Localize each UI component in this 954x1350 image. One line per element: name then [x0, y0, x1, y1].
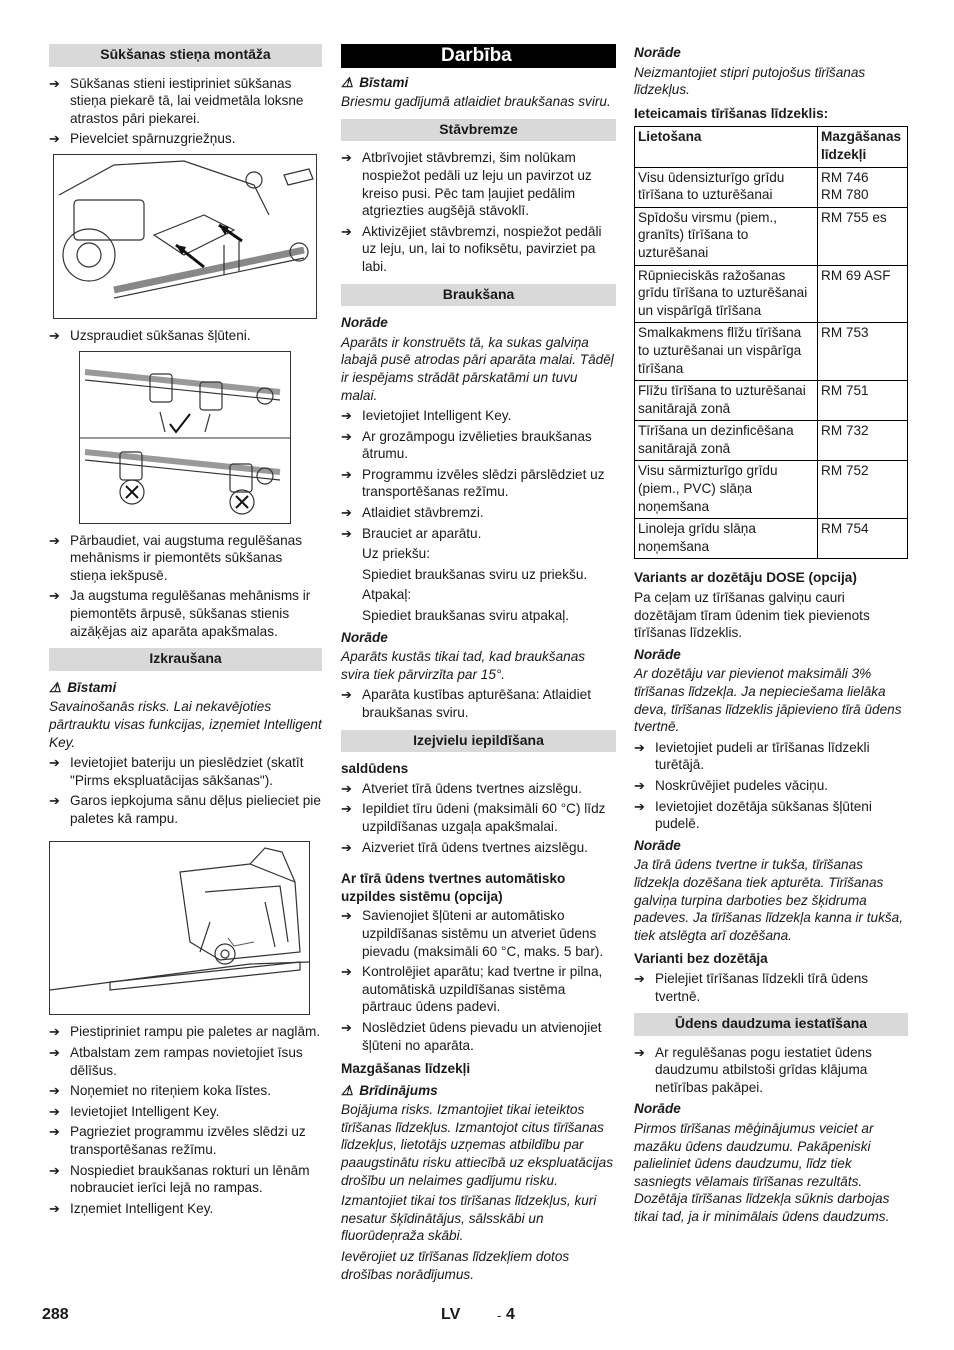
machine-detail-illustration — [54, 155, 316, 318]
figure-suction-bar-mount — [53, 154, 317, 319]
section-title-unloading: Izkraušana — [49, 648, 322, 671]
list-item: ➔ Ievietojiet dozētāja sūkšanas šļūteni pudelē. — [634, 798, 872, 832]
list-item: ➔ Atlaidiet stāvbremzi. — [341, 505, 484, 521]
warning-label: ⚠ Brīdinājums — [341, 1082, 438, 1098]
page-number: 288 — [42, 1306, 69, 1323]
note-label: Norāde — [634, 45, 681, 60]
table-cell: RM 755 es — [818, 207, 908, 265]
arrow-icon: ➔ — [49, 755, 60, 771]
section-title-filling: Izejvielu iepildīšana — [341, 730, 616, 753]
section-title-suction-bar: Sūkšanas stieņa montāža — [49, 44, 322, 67]
arrow-icon: ➔ — [49, 1103, 60, 1119]
table-row — [635, 519, 908, 559]
list-item: ➔ Aizveriet tīrā ūdens tvertnes aizslēgu. — [341, 839, 588, 855]
list-item: ➔ Piestipriniet rampu pie paletes ar naglām. — [49, 1024, 321, 1040]
table-cell: RM 746 RM 780 — [818, 167, 908, 207]
warning-text: Bojājuma risks. Izmantojiet tikai ieteiktos tīrīšanas līdzekļus. Izmantojot citus tīrīšanas līdzekļus, lietotājs uzņemas atbildību par paaugstinātu risku attiecībā uz ekspluatācijas drošību un nelaimes gadījumu risku. — [341, 1102, 614, 1188]
list-item: ➔ Ievietojiet Intelligent Key. — [341, 408, 512, 424]
arrow-icon: ➔ — [634, 798, 645, 814]
list-item: ➔ Ievietojiet Intelligent Key. — [49, 1103, 220, 1119]
list-item: ➔ Sūkšanas stieni iestipriniet sūkšanas stieņa piekarē tā, lai veidmetāla loksne atrastos pāri piekarei. — [49, 75, 304, 126]
list-item: ➔ Nospiediet braukšanas rokturi un lēnām nobrauciet ierīci lejā no rampas. — [49, 1162, 310, 1196]
table-cell: Spīdošu virsmu (piem., granīts) tīrīšana to uzturēšanai — [635, 207, 818, 265]
arrow-icon: ➔ — [341, 505, 352, 521]
table-cell: RM 751 — [818, 381, 908, 421]
arrow-icon: ➔ — [49, 1083, 60, 1099]
list-item: ➔ Atbrīvojiet stāvbremzi, šim nolūkam nospiežot pedāli uz leju un pavirzot uz kreiso pusi. Pēc tam ļaujiet pedālim atgriezties augšējā stāvoklī. — [341, 150, 592, 219]
table-header-row — [635, 127, 908, 167]
list-item: ➔ Pagrieziet programmu izvēles slēdzi uz transportēšanas režīmu. — [49, 1124, 306, 1158]
list-item: ➔ Pielejiet tīrīšanas līdzekli tīrā ūdens tvertnē. — [634, 970, 869, 1004]
arrow-icon: ➔ — [634, 739, 645, 755]
danger-text: Savainošanās risks. Lai nekavējoties pārtrauktu visas funkcijas, izņemiet Intelligent Key. — [49, 699, 322, 750]
arrow-icon: ➔ — [49, 131, 60, 147]
list-item: ➔ Pievelciet spārnuzgriežņus. — [49, 131, 236, 147]
warning-text: Izmantojiet tikai tos tīrīšanas līdzekļus, kuri nesatur šķīdinātājus, sālsskābi un fluorūdeņraža skābi. — [341, 1193, 597, 1244]
note-label: Norāde — [634, 646, 681, 662]
list-item: ➔ Ievietojiet bateriju un pieslēdziet (skatīt "Pirms ekspluatācijas sākšanas"). — [49, 755, 304, 788]
subheading: Ar tīrā ūdens tvertnes automātisko uzpildes sistēmu (opcija) — [341, 871, 566, 904]
list-item: ➔ Iepildiet tīru ūdeni (maksimāli 60 °C) līdz uzpildīšanas uzgaļa apakšmalai. — [341, 801, 606, 834]
arrow-icon: ➔ — [341, 801, 352, 817]
table-row — [635, 381, 908, 421]
danger-label: ⚠ Bīstami — [341, 74, 409, 90]
table-row — [635, 421, 908, 461]
warning-triangle-icon: ⚠ — [49, 679, 62, 695]
table-cell: Tīrīšana un dezinficēšana sanitārajā zonā — [635, 421, 818, 461]
table-cell: RM 753 — [818, 323, 908, 381]
arrow-icon: ➔ — [634, 970, 645, 986]
arrow-icon: ➔ — [49, 1024, 60, 1040]
list-item: ➔ Aparāta kustības apturēšana: Atlaidiet braukšanas sviru. — [341, 687, 591, 720]
arrow-icon: ➔ — [341, 408, 352, 424]
column-left — [49, 44, 322, 1220]
list-item: ➔ Garos iepkojuma sānu dēļus pielieciet pie paletes kā rampu. — [49, 793, 321, 826]
subheading: Variants ar dozētāju DOSE (opcija) — [634, 570, 857, 586]
arrow-icon: ➔ — [341, 150, 352, 166]
arrow-icon: ➔ — [49, 1200, 60, 1216]
arrow-icon: ➔ — [341, 223, 352, 239]
list-item: ➔ Pārbaudiet, vai augstuma regulēšanas mehānisms ir piemontēts sūkšanas stieņa iekšpusē. — [49, 532, 302, 583]
arrow-icon: ➔ — [49, 1045, 60, 1061]
arrow-icon: ➔ — [341, 428, 352, 444]
table-cell: RM 732 — [818, 421, 908, 461]
indented-text: Spiediet braukšanas sviru atpakaļ. — [362, 608, 570, 624]
arrow-icon: ➔ — [341, 839, 352, 855]
arrow-icon: ➔ — [49, 793, 60, 809]
note-text: Neizmantojiet stipri putojošus tīrīšanas līdzekļus. — [634, 64, 866, 98]
note-label: Norāde — [341, 629, 388, 645]
list-item: ➔ Noskrūvējiet pudeles vāciņu. — [634, 777, 829, 793]
detergent-table — [634, 126, 908, 559]
indented-text: Spiediet braukšanas sviru uz priekšu. — [362, 566, 588, 582]
arrow-icon: ➔ — [49, 75, 60, 91]
footer-separator: - — [497, 1308, 502, 1323]
table-cell: Flīžu tīrīšana to uzturēšanai sanitārajā zonā — [635, 381, 818, 421]
warning-triangle-icon: ⚠ — [341, 74, 354, 90]
arrow-icon: ➔ — [49, 532, 60, 548]
note-text: Pirmos tīrīšanas mēģinājumus veiciet ar mazāku ūdens daudzumu. Pakāpeniski palieliniet ūdens daudzumu, līdz tiek sasniegts vēlamais tīrīšanas rezultāts. Dozētāja tīrīšanas līdzekļa sūknis darbojas tikai tad, ja ir minimālais ūdens daudzums. — [634, 1121, 890, 1225]
table-title: Ieteicamais tīrīšanas līdzeklis: — [634, 105, 829, 121]
table-cell: RM 752 — [818, 461, 908, 519]
arrow-icon: ➔ — [49, 1162, 60, 1178]
subheading: saldūdens — [341, 761, 409, 777]
arrow-icon: ➔ — [341, 525, 352, 541]
table-header-cell: Mazgāšanas līdzekļi — [818, 127, 908, 167]
table-row — [635, 323, 908, 381]
list-item: ➔ Ar grozāmpogu izvēlieties braukšanas ātrumu. — [341, 428, 592, 462]
note-text: Ja tīrā ūdens tvertne ir tukša, tīrīšanas līdzekļa dozēšana tiek apturēta. Tīrīšanas galviņa turpina darboties bez šķidruma padeves. Ja tīrīšanas līdzekļa kanna ir tukša, tiek atslēgta arī dozēšana. — [634, 857, 903, 943]
list-item: ➔ Brauciet ar aparātu. — [341, 525, 482, 541]
list-item: ➔ Uzspraudiet sūkšanas šļūteni. — [49, 327, 251, 343]
table-cell: Linoleja grīdu slāņa noņemšana — [635, 519, 818, 559]
note-label: Norāde — [634, 1101, 681, 1117]
list-item: ➔ Atbalstam zem rampas novietojiet īsus dēlīšus. — [49, 1045, 303, 1078]
danger-label: ⚠ Bīstami — [49, 679, 117, 695]
arrow-icon: ➔ — [634, 1044, 645, 1060]
subheading: Mazgāšanas līdzekļi — [341, 1061, 471, 1077]
table-cell: Rūpnieciskās ražošanas grīdu tīrīšana to uzturēšanai un vispārīgā tīrīšana — [635, 265, 818, 323]
arrow-icon: ➔ — [634, 777, 645, 793]
list-item: ➔ Savienojiet šļūteni ar automātisko uzpildīšanas sistēmu un atveriet ūdens pievadu (maksimāli 60 °C, maks. 5 bar). — [341, 908, 604, 959]
figure-ramp-unloading — [49, 841, 310, 1015]
section-title-water-amount: Ūdens daudzuma iestatīšana — [634, 1013, 908, 1036]
table-cell: Visu sārmizturīgo grīdu (piem., PVC) slāņa noņemšana — [635, 461, 818, 519]
arrow-icon: ➔ — [49, 1124, 60, 1140]
list-item: ➔ Kontrolējiet aparātu; kad tvertne ir pilna, automātiskā uzpildīšanas sistēma pārtrauc ūdens padevi. — [341, 964, 603, 1015]
table-cell: Smalkakmens flīžu tīrīšana to uzturēšanai un vispārīga tīrīšana — [635, 323, 818, 381]
height-adjust-illustration — [80, 352, 290, 523]
list-item: ➔ Programmu izvēles slēdzi pārslēdziet uz transportēšanas režīmu. — [341, 466, 605, 500]
list-item: ➔ Noslēdziet ūdens pievadu un atvienojiet šļūteni no aparāta. — [341, 1019, 602, 1053]
arrow-icon: ➔ — [49, 588, 60, 604]
arrow-icon: ➔ — [341, 1019, 352, 1035]
arrow-icon: ➔ — [49, 327, 60, 343]
list-item: ➔ Atveriet tīrā ūdens tvertnes aizslēgu. — [341, 780, 582, 796]
note-text: Aparāts kustās tikai tad, kad braukšanas svira tiek pārvirzīta par 15°. — [341, 649, 586, 682]
list-item: ➔ Ar regulēšanas pogu iestatiet ūdens daudzumu atbilstoši grīdas klājuma netīrības pakāpei. — [634, 1044, 872, 1095]
column-right — [634, 44, 908, 1229]
list-item: ➔ Noņemiet no riteņiem koka līstes. — [49, 1083, 271, 1099]
list-item: ➔ Ja augstuma regulēšanas mehānisms ir piemontēts ārpusē, sūkšanas stienis aizāķējas aiz aparāta apakšmalas. — [49, 588, 311, 639]
warning-triangle-icon: ⚠ — [341, 1082, 354, 1098]
indented-text: Atpakaļ: — [362, 587, 412, 603]
table-row — [635, 207, 908, 265]
figure-height-adjust — [79, 351, 291, 524]
section-title-driving: Braukšana — [341, 284, 616, 307]
indented-text: Uz priekšu: — [362, 546, 430, 562]
arrow-icon: ➔ — [341, 908, 352, 924]
note-label: Norāde — [341, 315, 388, 331]
list-item: ➔ Izņemiet Intelligent Key. — [49, 1200, 214, 1216]
arrow-icon: ➔ — [341, 687, 352, 703]
body-text: Pa ceļam uz tīrīšanas galviņu cauri dozētājam tīram ūdenim tiek pievienots tīrīšanas līdzeklis. — [634, 590, 870, 641]
arrow-icon: ➔ — [341, 466, 352, 482]
section-page-number: 4 — [506, 1306, 515, 1323]
note-text: Aparāts ir konstruēts tā, ka sukas galviņa labajā pusē atrodas pāri aparāta malai. Tādēļ ir iespējams strādāt pārskatāmi un tuvu malai. — [341, 334, 614, 403]
list-item: ➔ Aktivizējiet stāvbremzi, nospiežot pedāli uz leju, un, lai to nofiksētu, pavirziet pa labi. — [341, 223, 602, 274]
section-title-parking-brake: Stāvbremze — [341, 119, 616, 142]
table-row — [635, 167, 908, 207]
arrow-icon: ➔ — [341, 964, 352, 980]
note-text: Ar dozētāju var pievienot maksimāli 3% tīrīšanas līdzekļa. Ja nepieciešama lielāka deva, tīrīšanas līdzeklis jāpievieno tīrā ūdens tvertnē. — [634, 666, 902, 735]
table-row — [635, 265, 908, 323]
language-code: LV — [441, 1306, 461, 1323]
danger-text: Briesmu gadījumā atlaidiet braukšanas sviru. — [341, 94, 611, 110]
table-header-cell: Lietošana — [635, 127, 818, 167]
note-label: Norāde — [634, 837, 681, 853]
table-cell: Visu ūdensizturīgo grīdu tīrīšana to uzturēšanai — [635, 167, 818, 207]
ramp-unloading-illustration — [50, 842, 309, 1014]
table-cell: RM 754 — [818, 519, 908, 559]
table-row — [635, 461, 908, 519]
list-item: ➔ Ievietojiet pudeli ar tīrīšanas līdzekli turētājā. — [634, 739, 870, 773]
subheading: Varianti bez dozētāja — [634, 951, 768, 967]
column-middle — [341, 44, 616, 1286]
arrow-icon: ➔ — [341, 780, 352, 796]
main-section-title: Darbība — [341, 44, 616, 68]
table-cell: RM 69 ASF — [818, 265, 908, 323]
warning-text: Ievērojiet uz tīrīšanas līdzekļiem dotos drošības norādījumus. — [341, 1249, 570, 1282]
